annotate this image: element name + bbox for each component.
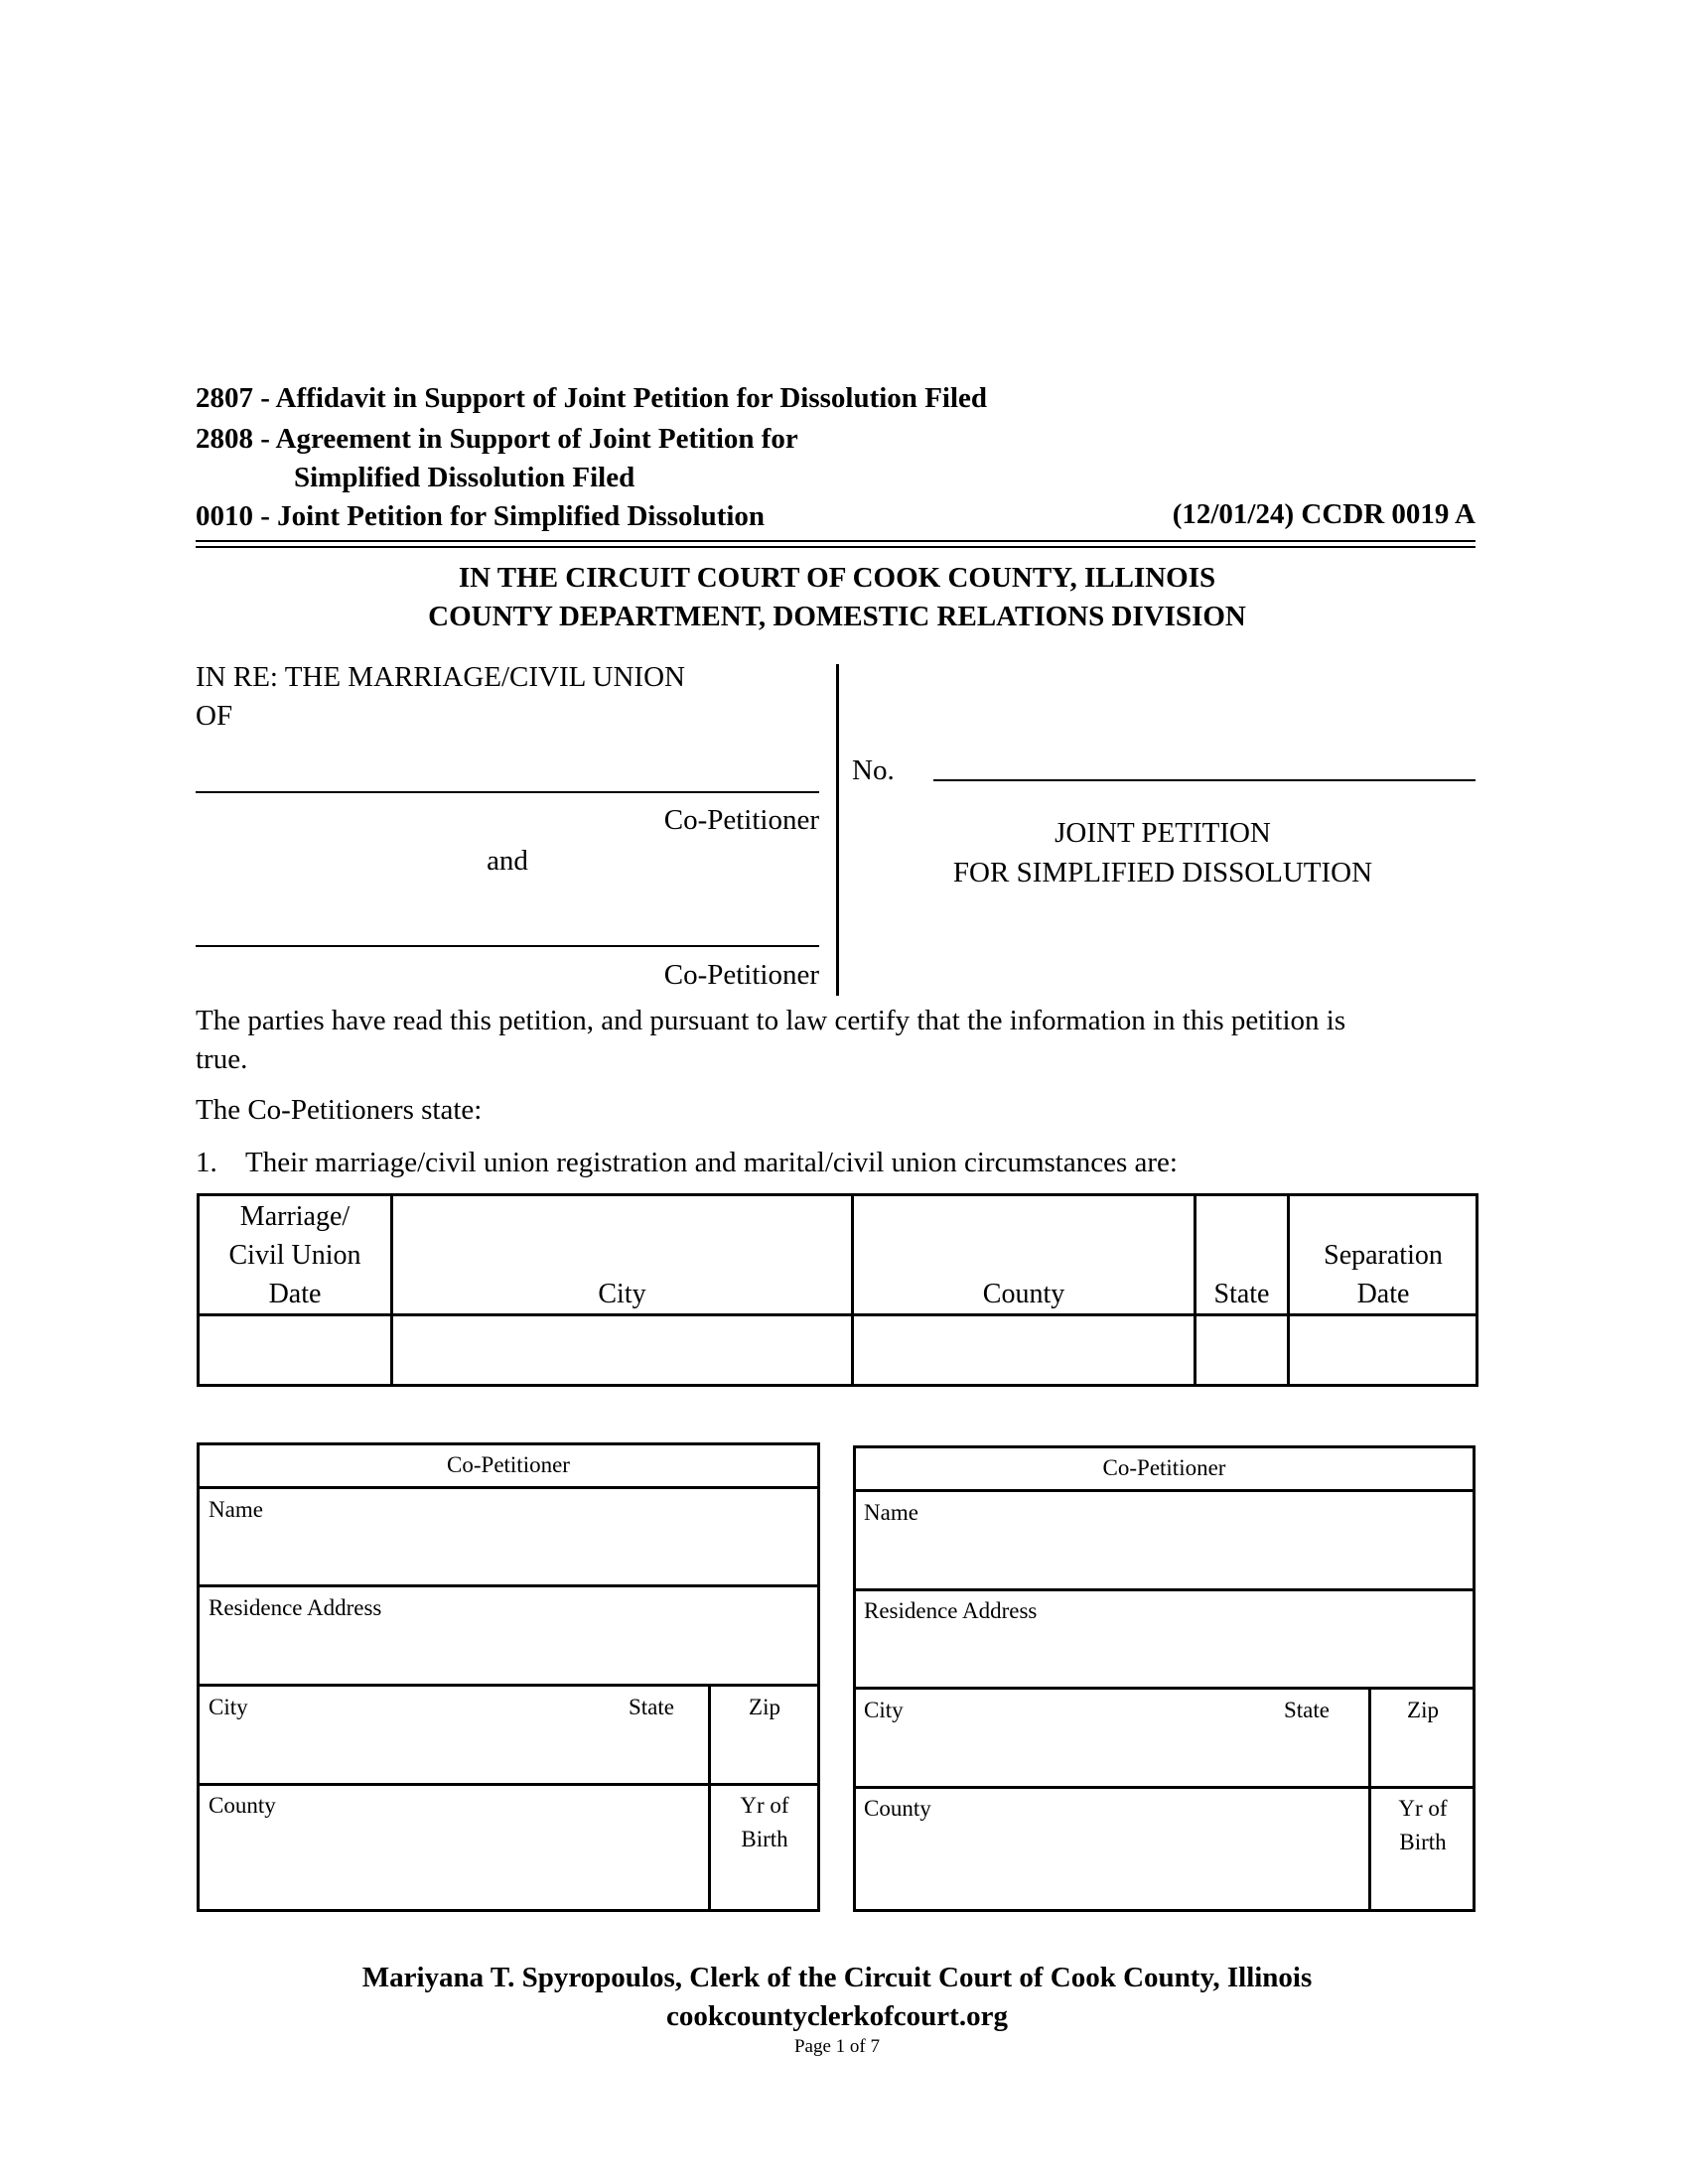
co-petitioner-2-title: Co-Petitioner: [1102, 1455, 1226, 1480]
caption-divider: [836, 664, 839, 996]
and-label: and: [487, 845, 528, 877]
co-petitioner-1-name[interactable]: Name: [209, 1497, 263, 1522]
box-rule: [853, 1687, 1476, 1690]
certify-text-1: The parties have read this petition, and pursuant to law certify that the information in this petition is: [196, 1005, 1346, 1036]
header-separation-date-1: Separation: [1324, 1240, 1443, 1271]
co-petitioner-1-state[interactable]: State: [629, 1695, 674, 1719]
item1-text: Their marriage/civil union registration and marital/civil union circumstances are:: [245, 1147, 1178, 1178]
footer-website[interactable]: cookcountyclerkofcourt.org: [666, 2000, 1008, 2032]
co-petitioner-2-city[interactable]: City: [864, 1698, 904, 1722]
box-rule: [853, 1489, 1476, 1492]
item1-number: 1.: [196, 1147, 217, 1178]
form-id: (12/01/24) CCDR 0019 A: [1172, 498, 1476, 530]
co-petitioner-1-label: Co-Petitioner: [663, 804, 819, 836]
co-petitioner-2-line[interactable]: [196, 945, 819, 947]
certify-text-2: true.: [196, 1043, 248, 1075]
co-petitioner-2-zip[interactable]: Zip: [1407, 1698, 1439, 1722]
co-petitioner-2-state[interactable]: State: [1284, 1698, 1330, 1722]
co-petitioner-2-county[interactable]: County: [864, 1796, 931, 1821]
co-petitioner-1-county[interactable]: County: [209, 1793, 276, 1818]
doc-code-0010: 0010 - Joint Petition for Simplified Dissolution: [196, 500, 766, 532]
header-marriage-date-3: Date: [268, 1279, 322, 1309]
doc-code-2807: 2807 - Affidavit in Support of Joint Petition for Dissolution Filed: [196, 382, 988, 414]
header-rule-top: [196, 540, 1476, 542]
doc-code-2808: 2808 - Agreement in Support of Joint Petition for: [196, 423, 798, 455]
header-rule-bottom: [196, 546, 1476, 548]
case-no-field[interactable]: [933, 779, 1476, 781]
box-rule: [197, 1584, 820, 1587]
court-title-1: IN THE CIRCUIT COURT OF COOK COUNTY, ILLINOIS: [458, 562, 1216, 594]
header-state: State: [1213, 1279, 1270, 1309]
co-petitioner-2-label: Co-Petitioner: [663, 959, 819, 991]
petition-title-2: FOR SIMPLIFIED DISSOLUTION: [952, 857, 1373, 888]
box-rule: [197, 1486, 820, 1489]
box-rule: [853, 1786, 1476, 1789]
in-re-line2: OF: [196, 700, 233, 732]
co-petitioner-1-yob-1[interactable]: Yr of: [740, 1793, 789, 1818]
box-rule: [197, 1783, 820, 1786]
co-petitioner-2-yob-1[interactable]: Yr of: [1398, 1796, 1448, 1821]
petition-title-1: JOINT PETITION: [1055, 817, 1271, 849]
header-county: County: [982, 1279, 1065, 1309]
co-petitioner-1-title: Co-Petitioner: [447, 1452, 570, 1477]
box-rule: [197, 1684, 820, 1687]
footer-clerk: Mariyana T. Spyropoulos, Clerk of the Circuit Court of Cook County, Illinois: [361, 1962, 1313, 1993]
header-marriage-date-1: Marriage/: [239, 1201, 351, 1232]
co-petitioner-1-yob-2: Birth: [741, 1827, 788, 1851]
co-petitioner-1-city[interactable]: City: [209, 1695, 248, 1719]
co-petitioner-1-zip[interactable]: Zip: [749, 1695, 780, 1719]
in-re-line1: IN RE: THE MARRIAGE/CIVIL UNION: [196, 661, 685, 693]
header-marriage-date-2: Civil Union: [228, 1240, 361, 1271]
doc-code-2808-cont: Simplified Dissolution Filed: [294, 462, 635, 493]
co-petitioner-2-address[interactable]: Residence Address: [864, 1598, 1038, 1623]
header-separation-date-2: Date: [1356, 1279, 1410, 1309]
case-no-label: No.: [852, 754, 895, 786]
co-petitioner-2-yob-2: Birth: [1399, 1830, 1447, 1854]
box-rule: [853, 1588, 1476, 1591]
co-petitioner-1-address[interactable]: Residence Address: [209, 1595, 382, 1620]
page-number: Page 1 of 7: [793, 2036, 880, 2057]
court-title-2: COUNTY DEPARTMENT, DOMESTIC RELATIONS DIVISION: [428, 601, 1246, 632]
co-petitioner-2-name[interactable]: Name: [864, 1500, 918, 1525]
state-intro: The Co-Petitioners state:: [196, 1094, 483, 1126]
co-petitioner-1-line[interactable]: [196, 791, 819, 793]
header-city: City: [598, 1279, 646, 1309]
